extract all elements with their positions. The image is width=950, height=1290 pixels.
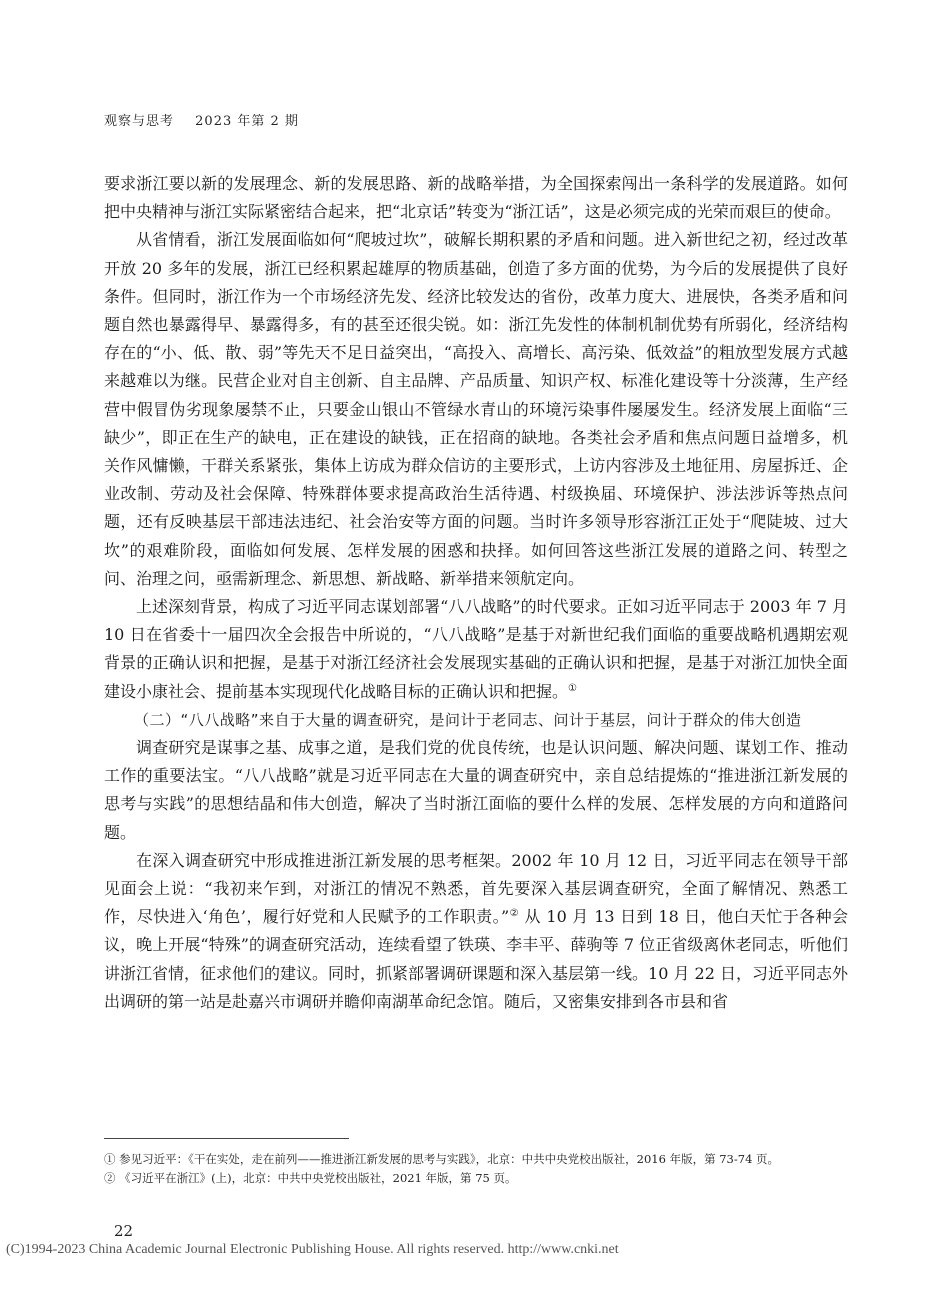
page-number: 22 — [114, 1222, 134, 1240]
footnote-2: ② 《习近平在浙江》(上)，北京：中共中央党校出版社，2021 年版，第 75 页。 — [104, 1171, 517, 1185]
section-subheading: （二）“八八战略”来自于大量的调查研究，是问计于老同志、问计于基层，问计于群众的伟大创造 — [134, 710, 802, 729]
copyright-line: (C)1994-2023 China Academic Journal Electronic Publishing House. All rights reserved. http://www.cnki.net — [6, 1242, 619, 1257]
journal-name: 观察与思考 — [104, 114, 175, 129]
article-body — [104, 170, 848, 1016]
footnote-ref-1[interactable]: ① — [568, 682, 577, 694]
paragraph-2: 从省情看，浙江发展面临如何“爬坡过坎”，破解长期积累的矛盾和问题。进入新世纪之初，经过改革开放 20 多年的发展，浙江已经积累起雄厚的物质基础，创造了多方面的优势，为今后的发展提供了良好条件。但同时，浙江作为一个市场经济先发、经济比较发达的省份，改革力度大、进展快，各类矛盾和问题自然也暴露得早、暴露得多，有的甚至还很尖锐。如：浙江先发性的体制机制优势有所弱化，经济结构存在的“小、低、散、弱”等先天不足日益突出，“高投入、高增长、高污染、低效益”的粗放型发展方式越来越难以为继。民营企业对自主创新、自主品牌、产品质量、知识产权、标准化建设等十分淡薄，生产经营中假冒伪劣现象屡禁不止，只要金山银山不管绿水青山的环境污染事件屡屡发生。经济发展上面临“三缺少”，即正在生产的缺电，正在建设的缺钱，正在招商的缺地。各类社会矛盾和焦点问题日益增多，机关作风慵懒，干群关系紧张，集体上访成为群众信访的主要形式，上访内容涉及土地征用、房屋拆迁、企业改制、劳动及社会保障、特殊群体要求提高政治生活待遇、村级换届、环境保护、涉法涉诉等热点问题，还有反映基层干部违法违纪、社会治安等方面的问题。当时许多领导形容浙江正处于“爬陡坡、过大坎”的艰难阶段，面临如何发展、怎样发展的困惑和抉择。如何回答这些浙江发展的道路之问、转型之问、治理之问，亟需新理念、新思想、新战略、新举措来领航定向。 — [104, 230, 848, 588]
paragraph-3: 上述深刻背景，构成了习近平同志谋划部署“八八战略”的时代要求。正如习近平同志于 2003 年 7 月 10 日在省委十一届四次全会报告中所说的，“八八战略”是基于对新世纪我们面临的重要战略机遇期宏观背景的正确认识和把握，是基于对浙江经济社会发展现实基础的正确认识和把握，是基于对浙江加快全面建设小康社会、提前基本实现现代化战略目标的正确认识和把握。① — [104, 597, 848, 701]
paragraph-4: 调查研究是谋事之基、成事之道，是我们党的优良传统，也是认识问题、解决问题、谋划工作、推动工作的重要法宝。“八八战略”就是习近平同志在大量的调查研究中，亲自总结提炼的“推进浙江新发展的思考与实践”的思想结晶和伟大创造，解决了当时浙江面临的要什么样的发展、怎样发展的方向和道路问题。 — [104, 738, 848, 842]
running-header — [104, 110, 315, 129]
paragraph-5: 在深入调查研究中形成推进浙江新发展的思考框架。2002 年 10 月 12 日，习近平同志在领导干部见面会上说：“我初来乍到，对浙江的情况不熟悉，首先要深入基层调查研究，全面了解情况、熟悉工作，尽快进入‘角色’，履行好党和人民赋予的工作职责。”② 从 10 月 13 日到 18 日，他白天忙于各种会议，晚上开展“特殊”的调查研究活动，连续看望了铁瑛、李丰平、薛驹等 7 位正省级离休老同志，听他们讲浙江省情，征求他们的建议。同时，抓紧部署调研课题和深入基层第一线。10 月 22 日，习近平同志外出调研的第一站是赴嘉兴市调研并瞻仰南湖革命纪念馆。随后，又密集安排到各市县和省 — [104, 850, 849, 1011]
footnote-ref-2[interactable]: ② — [509, 908, 519, 920]
issue-label: 2023 年第 2 期 — [195, 114, 299, 129]
footnote-1: ① 参见习近平：《干在实处，走在前列——推进浙江新发展的思考与实践》，北京：中共中央党校出版社，2016 年版，第 73-74 页。 — [104, 1152, 780, 1166]
footnotes — [104, 1150, 848, 1188]
paragraph-1: 要求浙江要以新的发展理念、新的发展思路、新的战略举措，为全国探索闯出一条科学的发展道路。如何把中央精神与浙江实际紧密结合起来，把“北京话”转变为“浙江话”，这是必须完成的光荣而艰巨的使命。 — [104, 174, 848, 222]
footnote-divider — [104, 1138, 349, 1139]
